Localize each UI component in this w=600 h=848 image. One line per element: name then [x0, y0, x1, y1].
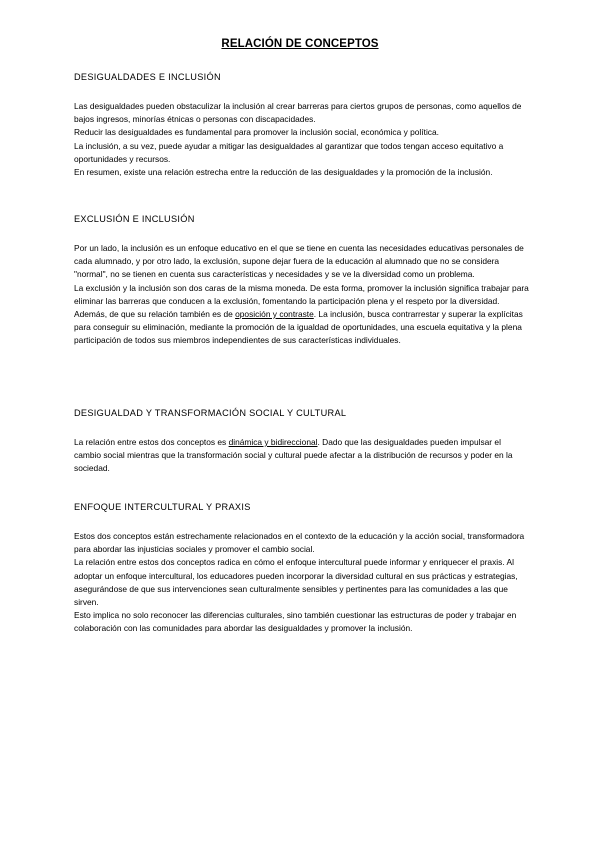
paragraph-text: . Dado que las desigualdades pueden impulsar el cambio social mientras que la transformación social y cultural puede afectar a la distribución de recursos y poder en la sociedad. — [74, 437, 513, 474]
section-heading: ENFOQUE INTERCULTURAL Y PRAXIS — [74, 502, 251, 512]
section-heading: EXCLUSIÓN E INCLUSIÓN — [74, 214, 195, 224]
underlined-phrase: dinámica y bidireccional — [228, 437, 318, 447]
paragraph-text: La relación entre estos dos conceptos es — [74, 437, 229, 447]
section-exclusion-inclusion — [74, 213, 530, 348]
section-heading: DESIGUALDAD Y TRANSFORMACIÓN SOCIAL Y CULTURAL — [74, 408, 347, 418]
section-enfoque-intercultural-praxis — [74, 501, 530, 636]
paragraph: Esto implica no solo reconocer las diferencias culturales, sino también cuestionar las estructuras de poder y trabajar en colaboración con las comunidades para abordar las desigualdades y promover la inclusión. — [74, 610, 517, 634]
paragraph — [74, 308, 530, 348]
underlined-phrase: oposición y contraste — [235, 309, 314, 320]
paragraph: La exclusión y la inclusión son dos caras de la misma moneda. De esta forma, promover la inclusión significa trabajar para eliminar las barreras que conducen a la exclusión, fomentando la participación plena y el respeto por la diversidad. — [74, 282, 529, 306]
paragraph: Por un lado, la inclusión es un enfoque educativo en el que se tiene en cuenta las necesidades educativas personales de cada alumnado, y por otro lado, la exclusión, supone dejar fuera de la educación al alumnado que no se considera "normal", no se tienen en cuenta sus características y necesidades y se ve la diversidad como un problema. — [74, 243, 524, 280]
paragraph-text: . La inclusión, busca contrarrestar y superar la explícitas para conseguir su eliminación, mediante la promoción de la igualdad de oportunidades, una escuela equitativa y la plena participación de todos sus miembros independientes de sus características individuales. — [74, 309, 523, 346]
document-title: RELACIÓN DE CONCEPTOS — [221, 38, 379, 50]
paragraph: En resumen, existe una relación estrecha entre la reducción de las desigualdades y la promoción de la inclusión. — [74, 167, 493, 178]
section-heading: DESIGUALDADES E INCLUSIÓN — [74, 72, 221, 82]
paragraph: Estos dos conceptos están estrechamente relacionados en el contexto de la educación y la acción social, transformadora para abordar las injusticias sociales y promover el cambio social. — [74, 531, 525, 555]
paragraph: La inclusión, a su vez, puede ayudar a mitigar las desigualdades al garantizar que todos tengan acceso equitativo a oportunidades y recursos. — [74, 140, 504, 164]
paragraph: Reducir las desigualdades es fundamental para promover la inclusión social, económica y política. — [74, 127, 439, 138]
paragraph-text: Además, de que su relación también es de — [74, 309, 236, 320]
section-desigualdades-inclusion — [74, 71, 530, 179]
paragraph: La relación entre estos dos conceptos radica en cómo el enfoque intercultural puede informar y enriquecer el praxis. Al adoptar un enfoque intercultural, los educadores pueden incorporar la diversidad cultural en sus prácticas y estrategias, asegurándose de que sus intervenciones sean culturalmente sensibles y pertinentes para las comunidades a las que sirven. — [74, 557, 518, 608]
paragraph: Las desigualdades pueden obstaculizar la inclusión al crear barreras para ciertos grupos de personas, como aquellos de bajos ingresos, minorías étnicas o personas con discapacidades. — [74, 101, 522, 125]
section-desigualdad-transformacion — [74, 407, 530, 476]
paragraph — [74, 436, 530, 476]
